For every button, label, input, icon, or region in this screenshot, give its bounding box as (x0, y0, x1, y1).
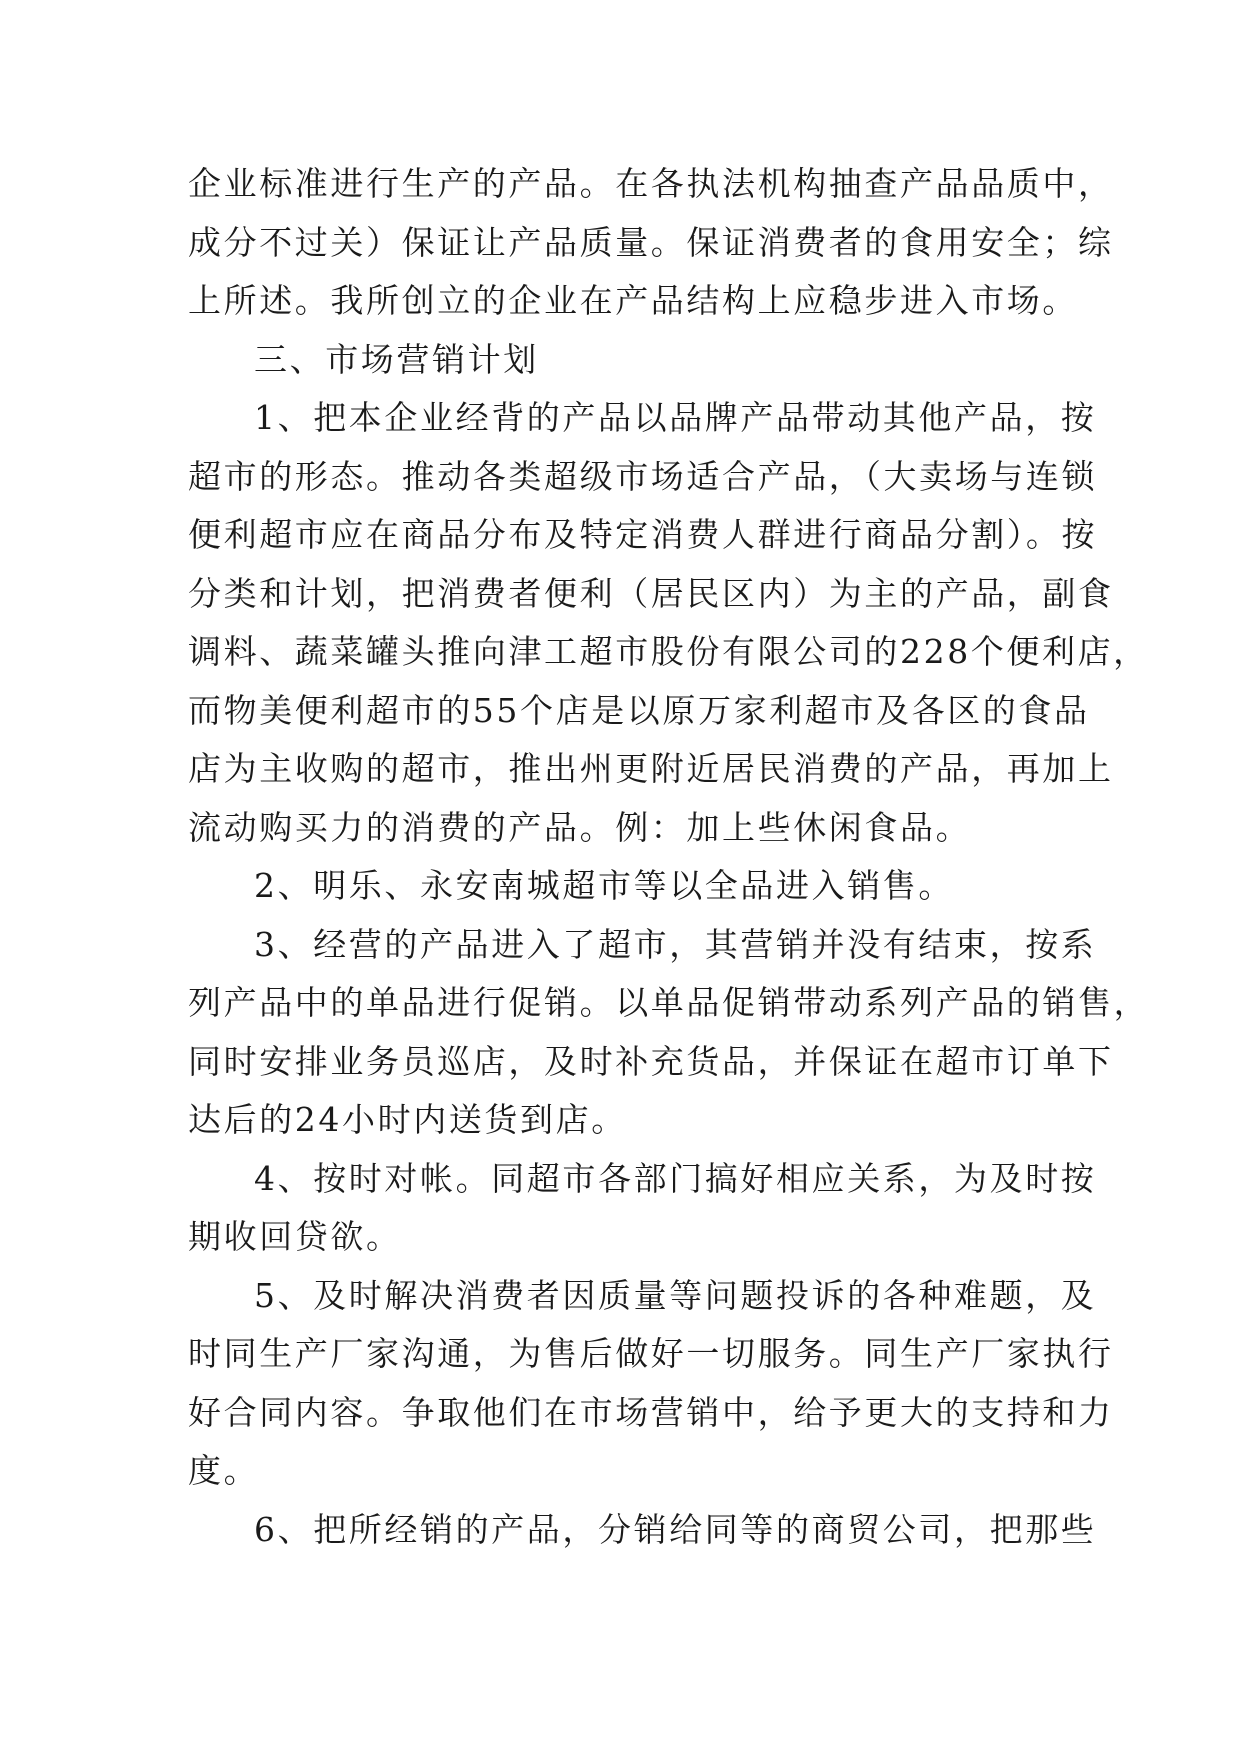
text-line: 好合同内容。争取他们在市场营销中，给予更大的支持和力 (188, 1392, 1114, 1432)
text-line: 4、按时对帐。同超市各部门搞好相应关系，为及时按 (254, 1158, 1097, 1198)
text-line: 流动购买力的消费的产品。例：加上些休闲食品。 (188, 807, 972, 847)
text-line: 3、经营的产品进入了超市，其营销并没有结束，按系 (254, 924, 1097, 964)
text-line: 企业标准进行生产的产品。在各执法机构抽查产品品质中， (188, 164, 1114, 203)
document-body (188, 155, 1150, 1559)
text-line: 2、明乐、永安南城超市等以全品进入销售。 (254, 866, 954, 905)
text-line: 三、市场营销计划 (254, 339, 539, 379)
text-line: 度。 (188, 1451, 260, 1490)
text-line: 便利超市应在商品分布及特定消费人群进行商品分割）。按 (188, 515, 1098, 554)
text-line: 同时安排业务员巡店，及时补充货品，并保证在超市订单下 (188, 1041, 1114, 1081)
text-line: 成分不过关）保证让产品质量。保证消费者的食用安全；综 (188, 222, 1114, 262)
text-line: 6、把所经销的产品，分销给同等的商贸公司，把那些 (254, 1509, 1097, 1549)
text-line: 店为主收购的超市，推出州更附近居民消费的产品，再加上 (188, 749, 1114, 788)
text-line: 时同生产厂家沟通，为售后做好一切服务。同生产厂家执行 (188, 1334, 1114, 1373)
text-line: 超市的形态。推动各类超级市场适合产品，（大卖场与连锁 (188, 456, 1098, 496)
text-line: 1、把本企业经背的产品以品牌产品带动其他产品，按 (254, 398, 1097, 437)
text-line: 期收回贷欲。 (188, 1217, 402, 1256)
text-line: 分类和计划，把消费者便利（居民区内）为主的产品，副食 (188, 573, 1114, 613)
text-line: 达后的24小时内送货到店。 (188, 1100, 627, 1139)
text-line: 上所述。我所创立的企业在产品结构上应稳步进入市场。 (188, 281, 1078, 320)
text-line: 调料、蔬菜罐头推向津工超市股份有限公司的228个便利店， (188, 632, 1149, 671)
text-line: 列产品中的单品进行促销。以单品促销带动系列产品的销售， (188, 983, 1150, 1022)
text-line: 5、及时解决消费者因质量等问题投诉的各种难题，及 (254, 1275, 1097, 1315)
text-line: 而物美便利超市的55个店是以原万家利超市及各区的食品 (188, 690, 1090, 730)
